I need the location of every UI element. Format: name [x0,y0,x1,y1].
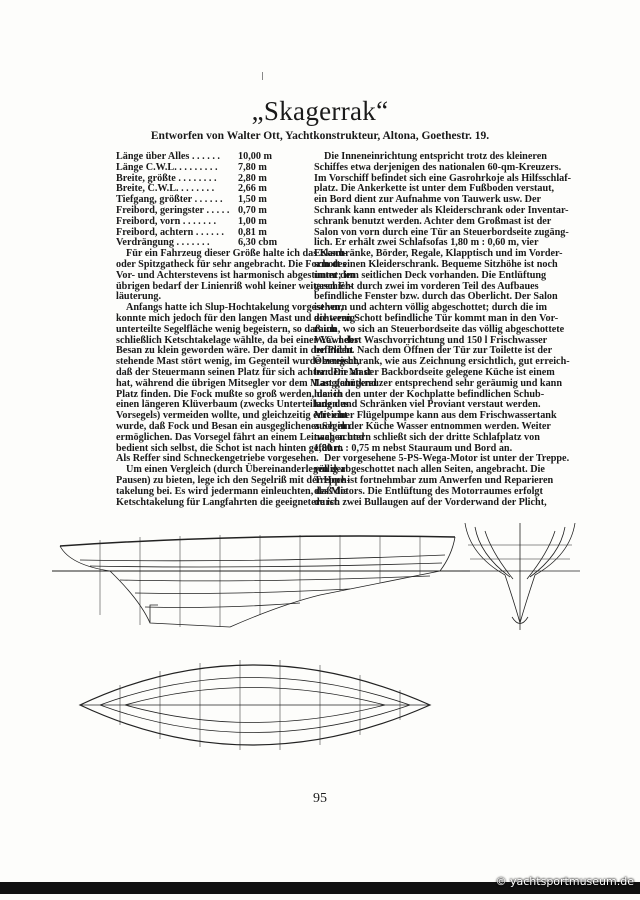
spec-label: Länge C.W.L. . . . . . . . . [116,161,218,173]
paragraph [116,464,351,508]
text-line: einen längeren Klüverbaum (zwecks Unterteilung des [116,399,349,411]
profile-view [52,535,470,627]
specifications-table [116,152,301,249]
text-line: konnte mich jedoch für den langen Mast und die wenig [116,312,355,324]
spec-value: 2,80 m [238,172,267,184]
text-line: befindliche Fenster bzw. durch das Oberlicht. Der Salon [314,291,558,303]
text-line: ist vorn und achtern völlig abgeschottet; durch die im [314,302,547,314]
text-line: Ketschtakelung für Langfahrten die geeignetere ist. [116,496,340,508]
text-line: W.C. nebst Waschvorrichtung und 150 l Frischwasser [314,334,548,346]
text-line: Besan zu klein geworden wäre. Der damit in der Plicht [116,345,354,357]
spec-label: Tiefgang, größter . . . . . . [116,194,223,206]
text-line: bar. Die an der Backbordseite gelegene Küche ist einem [314,366,555,378]
text-line: ein Bord dient zur Aufnahme von Tauwerk usw. Der [314,194,542,206]
text-line: durch zwei Bullaugen auf der Vorderwand der Plicht, [314,496,547,508]
paragraph [116,302,377,465]
spec-value: 2,66 m [238,183,267,195]
spec-value: 0,81 m [238,226,267,238]
spec-row [116,217,301,228]
text-line: geschieht durch zwei im vorderen Teil des Aufbaues [314,280,539,292]
text-line: Für ein Fahrzeug dieser Größe halte ich das Kanu- [126,248,348,260]
text-line: Salon von vorn durch eine Tür an Steuerbordseite zugäng- [314,226,569,238]
text-line: läuterung. [116,291,161,303]
spec-label: Breite, größte . . . . . . . . [116,172,217,184]
text-line: Im Vorschiff befindet sich eine Gasrohrkoje als Hilfsschlaf- [314,172,572,184]
paragraph [314,151,572,454]
text-line: des Motors. Die Entlüftung des Motorraumes erfolgt [314,485,543,497]
text-line: Der vorgesehene 5-PS-Wega-Motor ist unter der Treppe. [324,453,570,465]
spec-label: Verdrängung . . . . . . . [116,237,210,249]
spec-label: Freibord, vorn . . . . . . . [116,215,216,227]
spec-value: 7,80 m [238,161,267,173]
text-line: takelung bei. Es wird jedermann einleuchten, daß die [116,485,348,497]
text-line: raum, wo sich an Steuerbordseite das völlig abgeschottete [314,323,565,335]
text-line: Eckschränke, Börder, Regale, Klapptisch und im Vorder- [314,248,563,260]
text-line: Schrank kann entweder als Kleiderschrank oder Inventar- [314,204,569,216]
text-line: nach achtern schließt sich der dritte Schlafplatz von [314,431,540,443]
text-line: oder Spitzgatheck für sehr angebracht. Die Form des [116,258,347,270]
text-line: stehende Mast stört wenig, im Gegenteil wurde erreicht, [116,356,360,368]
text-line: Mit einer Flügelpumpe kann aus dem Frischwassertank [314,410,557,422]
left-body-text [116,248,377,508]
paragraph [314,453,570,508]
spec-value: 6,30 cbm [238,237,278,249]
text-line: Treppe ist fortnehmbar zum Anwerfen und Reparieren [314,474,554,486]
text-line: schrank benutzt werden. Achter dem Großmast ist der [314,215,552,227]
scan-mark [262,72,263,80]
spec-value: 1,50 m [238,194,267,206]
text-line: Um einen Vergleich (durch Übereinanderlegen der [126,464,346,476]
article-title: „Skagerrak“ [251,96,389,126]
text-line: wurde, daß Fock und Besan ein ausgeglichenes Segeln [116,420,351,432]
text-line: lich. Er erhält zwei Schlafsofas 1,80 m : 0,60 m, vier [314,237,539,249]
watermark: © yachtsportmuseum.de [495,875,634,888]
spec-label: Breite, C.W.L. . . . . . . . [116,183,215,195]
spec-row [116,163,301,174]
body-plan-view [462,523,580,630]
right-column [314,151,572,508]
text-line: Vorsegels) vermeiden wollte, und gleichzeitig erreicht [116,410,348,422]
text-line: völlig abgeschottet nach allen Seiten, angebracht. Die [314,464,545,476]
spec-value: 1,00 m [238,215,267,227]
text-line: ermöglichen. Das Vorsegel fährt an einem Leitwagen und [116,431,365,443]
text-line: Als Reffer sind Schneckengetriebe vorgesehen. [116,453,319,465]
text-line: 1,80 m : 0,75 m nebst Stauraum und Bord an. [314,442,513,454]
spec-label: Freibord, geringster . . . . . [116,204,230,216]
text-line: Langfahrtkreuzer entsprechend sehr geräumig und kann [314,377,563,389]
paragraph [116,248,356,303]
text-line: Schiffes etwa derjenigen des nationalen 60-qm-Kreuzers. [314,161,562,173]
spec-label: Länge über Alles . . . . . . [116,151,220,162]
text-line: Anfangs hatte ich Slup-Hochtakelung vorgesehen, [126,302,344,314]
text-line: Vor- und Achterstevens ist harmonisch abgestimmt; im [116,269,356,281]
plan-view [80,660,430,750]
spec-label: Freibord, achtern . . . . . . [116,226,224,238]
spec-value: 0,70 m [238,204,267,216]
page-number: 95 [313,791,327,806]
text-line: bedient sich selbst, die Schot ist nach hinten geführt. [116,442,344,454]
text-line: Ölzeugschrank, wie aus Zeichnung ersichtlich, gut erreich- [314,356,570,368]
text-line: Pausen) zu bieten, lege ich den Segelriß mit der Hoch- [116,474,351,486]
text-line: platz. Die Ankerkette ist unter dem Fußboden verstaut, [314,183,555,195]
article-subtitle: Entworfen von Walter Ott, Yachtkonstrukteur, Altona, Goethestr. 19. [150,130,490,142]
left-column [116,151,377,508]
text-line: daß der Steuermann seinen Platz für sich achter dem Mast [116,366,371,378]
text-line: schott einen Kleiderschrank. Bequeme Sitzhöhe ist noch [314,258,558,270]
text-line: befinden. Nach dem Öffnen der Tür zur Toilette ist der [314,345,553,357]
text-line: achteren Schott befindliche Tür kommt man in den Vor- [314,312,559,324]
text-line: Die Inneneinrichtung entspricht trotz des kleineren [324,151,547,162]
text-line: schließlich Ketschtakelage wählte, da bei einer Yawl der [116,334,359,346]
text-line: hier in den unter der Kochplatte befindlichen Schub- [314,388,545,400]
text-line: übrigen bedarf der Linienriß wohl keiner weiteren Er- [116,280,353,292]
hull-lines-drawing [0,505,640,785]
text-line: unter dem seitlichen Deck vorhanden. Die Entlüftung [314,269,547,281]
right-body-text [314,151,572,508]
text-line: Platz finden. Die Fock mußte so groß werden, da ich [116,388,344,400]
text-line: auch in der Küche Wasser entnommen werden. Weiter [314,420,551,432]
text-line: unterteilte Segelfläche wenig begeistern, so daß ich [116,323,337,335]
spec-value: 10,00 m [238,151,272,162]
text-line: laden und Schränken viel Proviant verstaut werden. [314,399,541,411]
text-line: hat, während die übrigen Mitsegler vor dem Mast genügend [116,377,377,389]
